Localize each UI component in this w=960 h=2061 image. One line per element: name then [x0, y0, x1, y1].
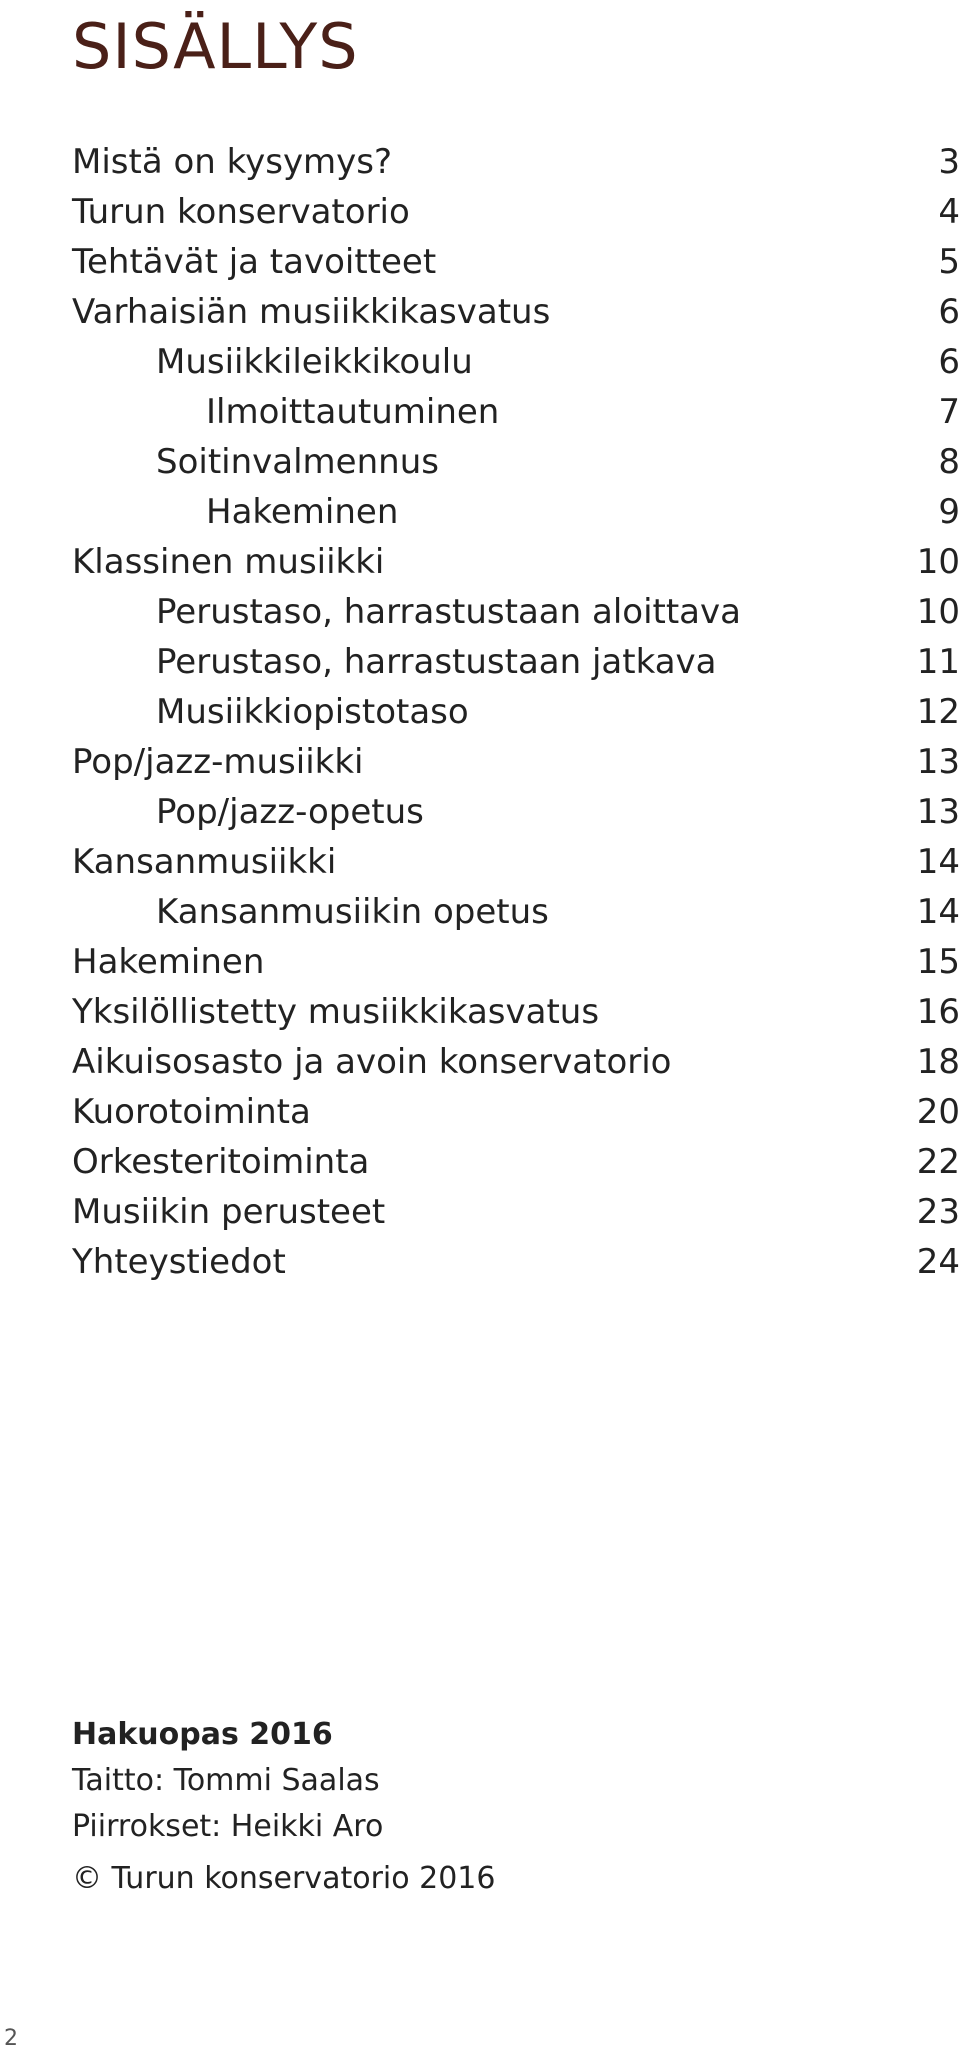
colophon [72, 1712, 495, 1902]
toc-entry-label: Pop/jazz-musiikki [72, 742, 364, 782]
toc-entry [72, 1137, 960, 1187]
toc-entry-label: Pop/jazz-opetus [156, 792, 424, 832]
toc-entry-label: Soitinvalmennus [156, 442, 439, 482]
toc-entry-label: Turun konservatorio [72, 192, 410, 232]
illustration-credit: Piirrokset: Heikki Aro [72, 1809, 384, 1844]
toc-entry-page: 18 [916, 1042, 960, 1082]
toc-entry-page: 13 [916, 742, 960, 782]
toc-entry [72, 1237, 960, 1287]
table-of-contents [72, 137, 960, 1287]
toc-entry-label: Musiikkiopistotaso [156, 692, 469, 732]
toc-entry-page: 14 [916, 892, 960, 932]
copyright-notice: © Turun konservatorio 2016 [72, 1861, 496, 1896]
toc-entry-label: Kansanmusiikki [72, 842, 337, 882]
toc-entry-page: 12 [916, 692, 960, 732]
toc-entry-page: 6 [938, 342, 960, 382]
toc-entry-label: Hakeminen [72, 942, 265, 982]
toc-entry-label: Aikuisosasto ja avoin konservatorio [72, 1042, 672, 1082]
toc-entry-page: 10 [916, 542, 960, 582]
toc-entry-label: Mistä on kysymys? [72, 142, 393, 182]
toc-entry-page: 16 [916, 992, 960, 1032]
toc-entry-page: 3 [938, 142, 960, 182]
toc-entry-page: 11 [916, 642, 960, 682]
toc-entry [72, 537, 960, 587]
toc-entry [72, 487, 960, 537]
toc-entry [72, 687, 960, 737]
toc-entry-label: Kansanmusiikin opetus [156, 892, 549, 932]
toc-entry-page: 15 [916, 942, 960, 982]
toc-entry [72, 987, 960, 1037]
toc-entry-label: Ilmoittautuminen [206, 392, 500, 432]
toc-entry-label: Yhteystiedot [72, 1242, 286, 1282]
toc-entry-page: 14 [916, 842, 960, 882]
toc-entry [72, 237, 960, 287]
toc-entry [72, 1037, 960, 1087]
toc-entry-page: 9 [938, 492, 960, 532]
toc-entry [72, 437, 960, 487]
toc-entry-page: 20 [916, 1092, 960, 1132]
toc-entry-page: 24 [916, 1242, 960, 1282]
toc-entry-label: Yksilöllistetty musiikkikasvatus [72, 992, 600, 1032]
toc-entry-label: Perustaso, harrastustaan jatkava [156, 642, 717, 682]
toc-entry [72, 187, 960, 237]
toc-entry-page: 4 [938, 192, 960, 232]
page-title: SISÄLLYS [72, 10, 359, 83]
layout-credit: Taitto: Tommi Saalas [72, 1763, 380, 1798]
toc-entry [72, 837, 960, 887]
toc-entry-label: Musiikin perusteet [72, 1192, 386, 1232]
toc-entry [72, 737, 960, 787]
toc-entry-label: Hakeminen [206, 492, 399, 532]
toc-entry-page: 10 [916, 592, 960, 632]
toc-entry-page: 5 [938, 242, 960, 282]
toc-entry-page: 7 [938, 392, 960, 432]
toc-entry-page: 13 [916, 792, 960, 832]
publication-title: Hakuopas 2016 [72, 1717, 333, 1752]
toc-entry-label: Kuorotoiminta [72, 1092, 311, 1132]
toc-entry-label: Perustaso, harrastustaan aloittava [156, 592, 741, 632]
toc-entry-label: Klassinen musiikki [72, 542, 385, 582]
toc-entry-page: 6 [938, 292, 960, 332]
toc-entry-page: 8 [938, 442, 960, 482]
toc-entry [72, 137, 960, 187]
toc-entry [72, 1087, 960, 1137]
toc-entry-page: 22 [916, 1142, 960, 1182]
toc-entry [72, 637, 960, 687]
toc-entry-label: Musiikkileikkikoulu [156, 342, 473, 382]
toc-entry-page: 23 [916, 1192, 960, 1232]
toc-entry [72, 937, 960, 987]
toc-entry [72, 387, 960, 437]
toc-entry-label: Orkesteritoiminta [72, 1142, 370, 1182]
toc-entry-label: Tehtävät ja tavoitteet [72, 242, 437, 282]
toc-entry [72, 1187, 960, 1237]
toc-entry [72, 887, 960, 937]
toc-entry [72, 287, 960, 337]
toc-entry [72, 587, 960, 637]
page-number: 2 [4, 2026, 18, 2051]
toc-entry [72, 337, 960, 387]
toc-entry [72, 787, 960, 837]
toc-entry-label: Varhaisiän musiikkikasvatus [72, 292, 551, 332]
